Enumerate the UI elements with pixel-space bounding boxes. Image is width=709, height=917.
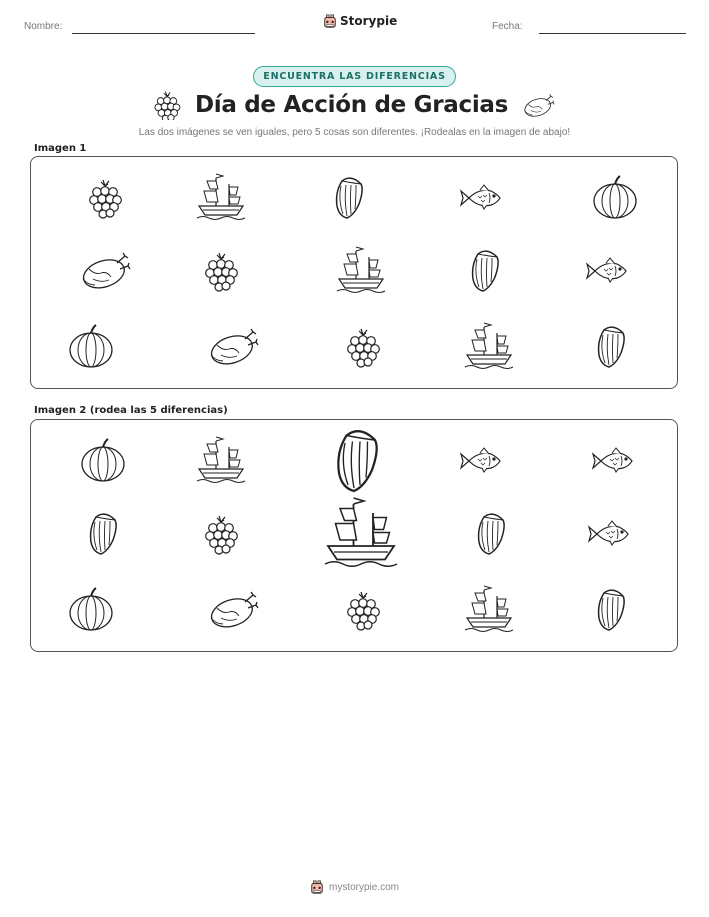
footer (0, 879, 709, 895)
date-line[interactable] (539, 33, 686, 34)
image1-canvas (31, 157, 679, 390)
image1-label: Imagen 1 (34, 143, 87, 154)
ship-icon[interactable] (325, 498, 397, 566)
name-line[interactable] (72, 33, 255, 34)
turkey-icon (522, 91, 556, 119)
fish-icon (587, 258, 626, 282)
seed-icon[interactable] (338, 431, 376, 491)
activity-badge: ENCUENTRA LAS DIFERENCIAS (253, 66, 455, 87)
pumpkin-icon (70, 325, 112, 367)
seed-icon (337, 178, 363, 218)
ship-icon[interactable] (465, 586, 513, 632)
footer-site: mystorypie.com (328, 881, 399, 893)
badge-row (0, 66, 709, 87)
page-title: Día de Acción de Gracias (194, 92, 509, 118)
seed-icon[interactable] (479, 514, 505, 554)
brand-logo (323, 13, 397, 29)
seed-icon (473, 251, 499, 291)
pumpkin-icon[interactable] (70, 588, 112, 630)
turkey-icon (208, 329, 258, 369)
image2-label: Imagen 2 (rodea las 5 diferencias) (34, 405, 228, 416)
berry-icon[interactable] (206, 516, 238, 554)
seed-icon (599, 327, 625, 367)
brand-name: Storypie (340, 14, 398, 28)
turkey-icon (80, 253, 130, 293)
ship-icon (337, 247, 385, 293)
berry-icon (90, 180, 122, 218)
berry-icon (206, 253, 238, 291)
name-label: Nombre: (24, 21, 63, 32)
ship-icon[interactable] (197, 437, 245, 483)
fish-icon[interactable] (593, 448, 632, 472)
ship-icon (465, 323, 513, 369)
fish-icon[interactable] (461, 448, 500, 472)
title-row (0, 90, 709, 120)
fish-icon (461, 185, 500, 209)
berry-icon (348, 329, 380, 367)
image1-panel (30, 156, 678, 389)
berry-icon[interactable] (348, 592, 380, 630)
pumpkin-icon[interactable] (82, 439, 124, 481)
storypie-logo-icon (310, 879, 324, 895)
seed-icon[interactable] (91, 514, 117, 554)
pumpkin-icon (594, 176, 636, 218)
seed-icon[interactable] (599, 590, 625, 630)
berry-icon (153, 90, 181, 120)
image2-panel (30, 419, 678, 652)
storypie-logo-icon (323, 13, 337, 29)
fish-icon[interactable] (589, 521, 628, 545)
turkey-icon[interactable] (208, 592, 258, 632)
image2-canvas[interactable] (31, 420, 679, 653)
instructions: Las dos imágenes se ven iguales, pero 5 cosas son diferentes. ¡Rodealas en la imagen de abajo! (138, 127, 571, 138)
worksheet-header (0, 0, 709, 50)
date-label: Fecha: (492, 21, 523, 32)
ship-icon (197, 174, 245, 220)
